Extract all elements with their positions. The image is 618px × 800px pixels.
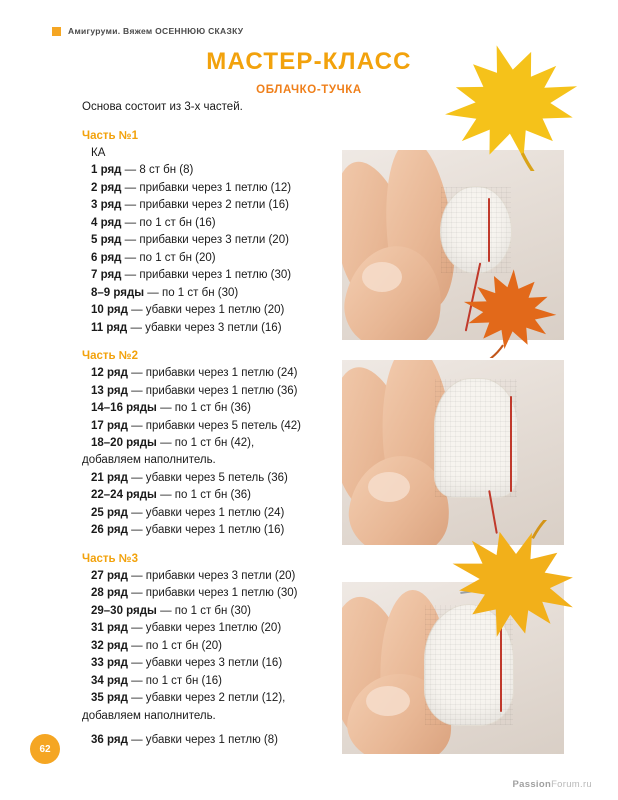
bullet-square-icon — [52, 27, 61, 36]
row-line — [82, 383, 342, 400]
page-number: 62 — [39, 743, 51, 755]
row-label: 25 ряд — [91, 506, 128, 519]
row-line — [82, 732, 342, 749]
row-text: — убавки через 1 петлю (8) — [127, 734, 278, 746]
page-title: МАСТЕР-КЛАСС — [206, 48, 412, 75]
crochet-piece — [434, 378, 518, 498]
row-text: — по 1 ст бн (20) — [127, 639, 222, 652]
row-label: 29–30 ряды — [91, 604, 157, 617]
row-text: — прибавки через 1 петлю (30) — [127, 587, 298, 600]
part-heading-2: Часть №2 — [82, 350, 138, 363]
row-label: 2 ряд — [91, 181, 122, 194]
row-label: 1 ряд — [91, 164, 122, 177]
row-text: — прибавки через 2 петли (16) — [121, 199, 289, 212]
row-label: 21 ряд — [91, 471, 128, 484]
row-text: — прибавки через 3 петли (20) — [121, 234, 289, 247]
row-label: 5 ряд — [91, 234, 122, 247]
row-label: 8–9 ряды — [91, 286, 145, 299]
row-text: — убавки через 3 петли (16) — [127, 321, 282, 334]
maple-leaf-yellow-bottom — [436, 520, 596, 648]
row-text: — убавки через 1 петлю (20) — [127, 304, 285, 317]
instructions-column — [82, 100, 342, 749]
row-text: — убавки через 1петлю (20) — [127, 622, 282, 635]
crochet-piece — [440, 186, 512, 274]
row-line — [82, 585, 342, 602]
row-label: 13 ряд — [91, 384, 128, 397]
row-line — [82, 162, 342, 179]
row-label: 26 ряд — [91, 524, 128, 537]
row-line — [82, 522, 342, 539]
row-text: — по 1 ст бн (30) — [144, 286, 239, 299]
row-text: — по 1 ст бн (36) — [156, 489, 251, 502]
row-text: — 8 ст бн (8) — [121, 164, 194, 177]
row-line — [82, 232, 342, 249]
row-label: 35 ряд — [91, 692, 128, 705]
row-text: — прибавки через 1 петлю (36) — [127, 384, 298, 397]
row-line — [82, 568, 342, 585]
row-line — [82, 250, 342, 267]
row-label: 32 ряд — [91, 639, 128, 652]
row-label: 27 ряд — [91, 569, 128, 582]
row-line — [82, 470, 342, 487]
row-line — [82, 655, 342, 672]
maple-leaf-orange-middle — [452, 262, 564, 358]
part-note-2: добавляем наполнитель. — [82, 454, 216, 467]
part-heading-1: Часть №1 — [82, 129, 138, 142]
row-text: — прибавки через 1 петлю (24) — [127, 367, 298, 380]
yarn-thread — [510, 396, 512, 492]
part-heading-3: Часть №3 — [82, 552, 138, 565]
row-line — [82, 267, 342, 284]
yarn-thread — [488, 198, 490, 262]
row-label: 17 ряд — [91, 419, 128, 432]
part-lead-1: КА — [91, 146, 106, 159]
header-breadcrumb — [52, 26, 243, 36]
row-text: — убавки через 2 петли (12), — [127, 692, 286, 705]
row-label: 6 ряд — [91, 251, 122, 264]
breadcrumb-text: Амигуруми. Вяжем ОСЕННЮЮ СКАЗКУ — [68, 26, 244, 36]
row-text: — по 1 ст бн (16) — [121, 216, 216, 229]
row-line — [82, 285, 342, 302]
photo-step-2 — [342, 360, 564, 545]
row-line — [82, 320, 342, 337]
row-line — [82, 638, 342, 655]
row-text: — по 1 ст бн (36) — [156, 402, 251, 415]
page-subtitle: ОБЛАЧКО-ТУЧКА — [256, 84, 362, 96]
nail-shape — [368, 472, 410, 502]
maple-leaf-yellow-top — [424, 36, 594, 171]
row-line — [82, 620, 342, 637]
row-line — [82, 603, 342, 620]
row-line — [82, 197, 342, 214]
row-label: 7 ряд — [91, 269, 122, 282]
intro-text: Основа состоит из 3-х частей. — [82, 101, 243, 113]
row-label: 31 ряд — [91, 622, 128, 635]
row-label: 28 ряд — [91, 587, 128, 600]
row-label: 36 ряд — [91, 734, 128, 746]
row-text: — прибавки через 1 петлю (30) — [121, 269, 292, 282]
row-label: 10 ряд — [91, 304, 128, 317]
row-label: 12 ряд — [91, 367, 128, 380]
nail-shape — [366, 686, 410, 716]
row-line — [82, 302, 342, 319]
row-text: — по 1 ст бн (42), — [156, 436, 255, 449]
row-text: — по 1 ст бн (16) — [127, 674, 222, 687]
footer-brand-suffix: Forum.ru — [551, 779, 592, 790]
row-line — [82, 400, 342, 417]
row-line — [82, 673, 342, 690]
row-text: — убавки через 1 петлю (24) — [127, 506, 285, 519]
row-text: — по 1 ст бн (30) — [156, 604, 251, 617]
footer-brand — [513, 779, 592, 790]
row-line — [82, 215, 342, 232]
row-label: 14–16 ряды — [91, 402, 157, 415]
row-line — [82, 505, 342, 522]
row-label: 22–24 ряды — [91, 489, 157, 502]
footer-brand-prefix: Passion — [512, 779, 552, 790]
row-label: 4 ряд — [91, 216, 122, 229]
row-text: — по 1 ст бн (20) — [121, 251, 216, 264]
part-note-3: добавляем наполнитель. — [82, 709, 216, 722]
row-line — [82, 365, 342, 382]
row-label: 33 ряд — [91, 657, 128, 670]
row-line — [82, 487, 342, 504]
row-line — [82, 418, 342, 435]
row-line — [82, 435, 342, 452]
row-label: 34 ряд — [91, 674, 128, 687]
row-label: 3 ряд — [91, 199, 122, 212]
row-label: 11 ряд — [91, 321, 128, 334]
row-label: 18–20 ряды — [91, 436, 157, 449]
nail-shape — [362, 262, 402, 292]
row-text: — прибавки через 3 петли (20) — [127, 569, 296, 582]
row-text: — прибавки через 1 петлю (12) — [121, 181, 292, 194]
row-text: — прибавки через 5 петель (42) — [127, 419, 302, 432]
row-text: — убавки через 1 петлю (16) — [127, 524, 285, 537]
page-number-badge — [30, 734, 60, 764]
row-text: — убавки через 3 петли (16) — [127, 657, 283, 670]
row-line — [82, 180, 342, 197]
row-line — [82, 690, 342, 707]
row-text: — убавки через 5 петель (36) — [127, 471, 288, 484]
